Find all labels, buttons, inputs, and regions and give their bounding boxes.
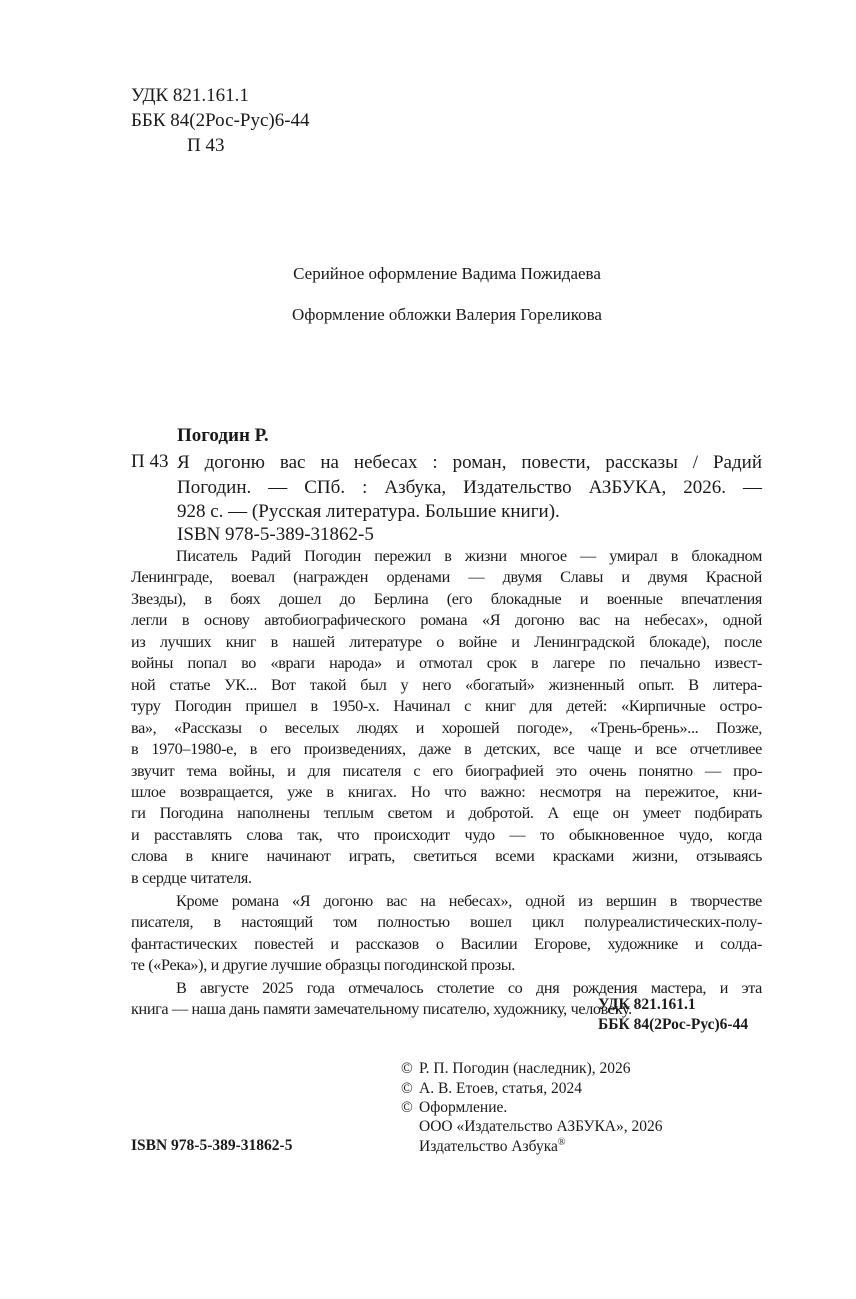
annotation-line: слова в книге начинают играть, светиться всеми красками жизни, отзываясь [131, 847, 762, 866]
entry-line: Погодин. — СПб. : Азбука, Издательство АЗБУКА, 2026. — [177, 477, 762, 498]
annotation-line: в 1970–1980-е, в его произведениях, даже в детских, все чаще и все отчетливее [131, 740, 762, 759]
annotation-line: Ленинграде, воевал (награжден орденами — двумя Славы и двумя Красной [131, 568, 762, 587]
annotation-line: книга — наша дань памяти замечательному писателю, художнику, человеку. [131, 1000, 632, 1019]
bottom-bbk: ББК 84(2Рос-Рус)6-44 [598, 1016, 749, 1033]
bbk-code: ББК 84(2Рос-Рус)6-44 [131, 110, 310, 131]
bottom-isbn: ISBN 978-5-389-31862-5 [131, 1137, 293, 1154]
publisher-name: Издательство Азбука [419, 1138, 558, 1156]
entry-line: 928 с. — (Русская литература. Большие книги). [177, 501, 560, 522]
copyright-line: ООО «Издательство АЗБУКА», 2026 [419, 1118, 663, 1135]
copyright-line: Оформление. [419, 1099, 508, 1116]
copyright-line: А. В. Етоев, статья, 2024 [419, 1080, 582, 1097]
annotation-line: Писатель Радий Погодин пережил в жизни многое — умирал в блокадном [176, 547, 762, 565]
entry-author: Погодин Р. [177, 425, 269, 446]
annotation-line: Кроме романа «Я догоню вас на небесах», одной из вершин в творчестве [176, 891, 762, 910]
annotation-line: те («Река»), и другие лучшие образцы погодинской прозы. [131, 956, 515, 975]
annotation-line: из лучших книг в нашей литературе о войне и Ленинградской блокаде), после [131, 632, 762, 651]
entry-line: Я догоню вас на небесах : роман, повести, рассказы / Радий [177, 452, 762, 473]
entry-isbn: ISBN 978-5-389-31862-5 [177, 524, 374, 545]
udk-code: УДК 821.161.1 [131, 85, 249, 106]
annotation-line: туру Погодин пришел в 1950-х. Начинал с книг для детей: «Кирпичные остро- [131, 697, 762, 716]
copyright-line [419, 1137, 566, 1156]
bottom-udk: УДК 821.161.1 [598, 996, 696, 1013]
copyright-icon: © [401, 1080, 413, 1097]
author-mark: П 43 [187, 135, 225, 156]
annotation-line: шлое возвращается, уже в книгах. Но что важно: несмотря на пережитое, кни- [131, 782, 762, 801]
annotation-line: и расставлять слова так, что происходит чудо — то обыкновенное чудо, когда [131, 825, 762, 844]
annotation-line: легли в основу автобиографического романа «Я догоню вас на небесах», одной [131, 611, 762, 630]
annotation-line: писателя, в настоящий том полностью вошел цикл полуреалистических-полу- [131, 913, 762, 932]
annotation-line: Звезды), в боях дошел до Берлина (его блокадные и военные впечатления [131, 589, 762, 608]
annotation-line: В августе 2025 года отмечалось столетие со дня рождения мастера, и эта [176, 979, 762, 997]
copyright-icon: © [401, 1060, 413, 1077]
copyright-line: Р. П. Погодин (наследник), 2026 [419, 1060, 631, 1077]
entry-mark: П 43 [131, 451, 169, 472]
cover-design-credit: Оформление обложки Валерия Гореликова [292, 305, 602, 324]
annotation-line: фантастических повестей и рассказов о Василии Егорове, художнике и солда- [131, 934, 762, 953]
annotation-line: ги Погодина наполнены теплым светом и добротой. А еще он умеет подбирать [131, 804, 762, 823]
annotation-line: звучит тема войны, и для писателя с его биографией это очень понятно — про- [131, 761, 762, 780]
annotation-line: войны попал во «враги народа» и отмотал срок в лагере по печально извест- [131, 654, 762, 673]
registered-mark: ® [557, 1137, 566, 1148]
annotation-line: в сердце читателя. [131, 868, 252, 887]
annotation-line: ной статье УК... Вот такой был у него «богатый» жизненный опыт. В литера- [131, 675, 762, 694]
series-design-credit: Серийное оформление Вадима Пожидаева [293, 264, 601, 283]
copyright-icon: © [401, 1099, 413, 1116]
annotation-line: ва», «Рассказы о веселых людях и хорошей погоде», «Трень-брень»... Позже, [131, 718, 762, 737]
